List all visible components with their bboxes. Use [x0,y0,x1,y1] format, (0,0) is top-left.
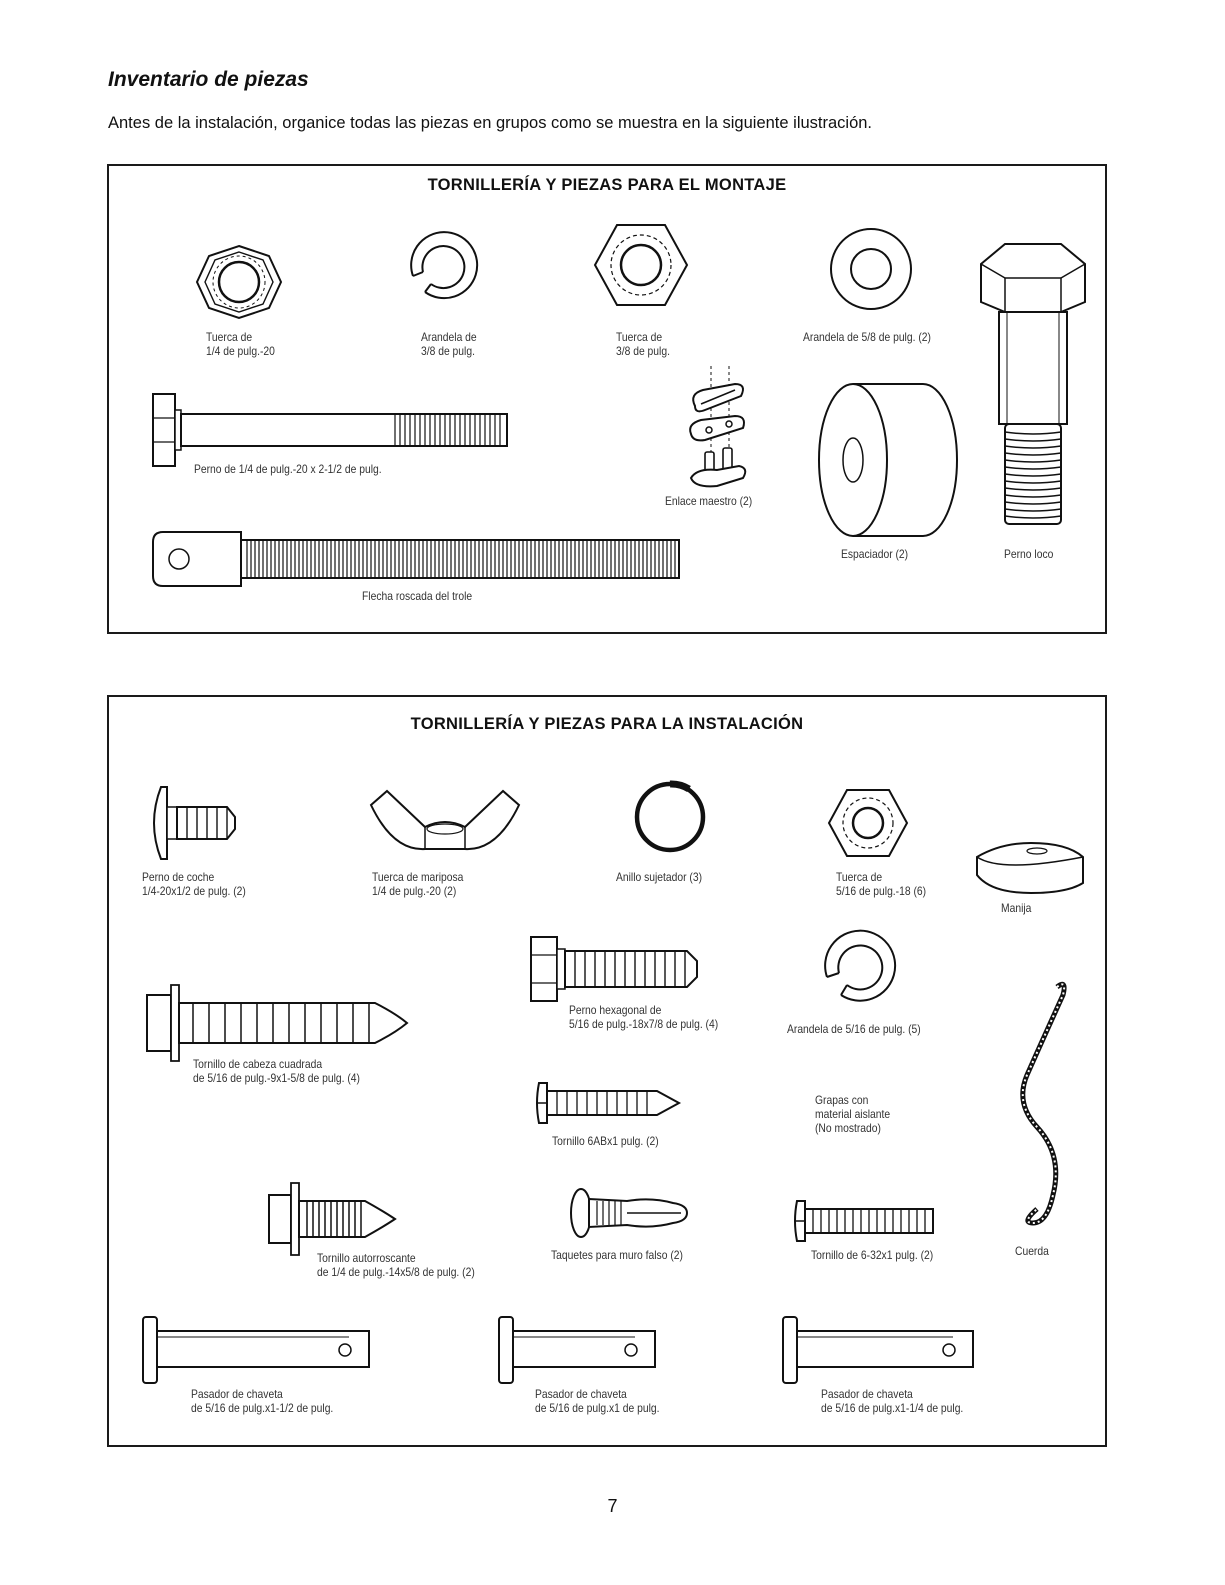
bolt-quarter-label: Perno de 1/4 de pulg.-20 x 2-1/2 de pulg. [194,462,382,476]
screw-6ab-icon [533,1077,683,1129]
screw-6ab-label: Tornillo 6ABx1 pulg. (2) [552,1134,659,1148]
wing-nut-label: Tuerca de mariposa 1/4 de pulg.-20 (2) [372,870,464,898]
clevis-pin-long-icon [139,1313,375,1387]
screw-632-label: Tornillo de 6-32x1 pulg. (2) [811,1248,934,1262]
master-link-label: Enlace maestro (2) [665,494,753,508]
nut-38-label: Tuerca de 3/8 de pulg. [616,330,670,358]
clevis-pin-short-icon [495,1313,661,1387]
lag-screw-label: Tornillo de cabeza cuadrada de 5/16 de pulg.-9x1-5/8 de pulg. (4) [193,1057,360,1085]
clevis-pin-2-label: Pasador de chaveta de 5/16 de pulg.x1 de pulg. [535,1387,660,1415]
carriage-bolt-label: Perno de coche 1/4-20x1/2 de pulg. (2) [142,870,246,898]
hex-bolt-label: Perno hexagonal de 5/16 de pulg.-18x7/8 de pulg. (4) [569,1003,719,1031]
spacer-icon [813,380,959,540]
screw-632-icon [791,1197,941,1245]
master-link-icon [681,362,753,496]
self-tapping-label: Tornillo autorroscante de 1/4 de pulg.-14x5/8 de pulg. (2) [317,1251,475,1279]
trolley-shaft-label: Flecha roscada del trole [362,589,473,603]
page-number: 7 [607,1496,618,1516]
retaining-ring-label: Anillo sujetador (3) [616,870,703,884]
lag-screw-icon [143,981,413,1065]
nut-quarter-label: Tuerca de 1/4 de pulg.-20 [206,330,275,358]
lock-washer-38-label: Arandela de 3/8 de pulg. [421,330,477,358]
lock-washer-516-label: Arandela de 5/16 de pulg. (5) [787,1022,921,1036]
washer-58-label: Arandela de 5/8 de pulg. (2) [803,330,931,344]
page-title: Inventario de piezas [108,68,309,91]
mounting-panel-title: TORNILLERÍA Y PIEZAS PARA EL MONTAJE [427,176,787,194]
retaining-ring-icon [631,775,709,857]
hex-nut-icon [593,222,689,308]
drywall-anchor-icon [567,1185,697,1241]
staples-label: Grapas con material aislante (No mostrado) [815,1093,891,1135]
clevis-pin-1-label: Pasador de chaveta de 5/16 de pulg.x1-1/2 de pulg. [191,1387,334,1415]
carriage-bolt-icon [143,783,243,863]
rope-label: Cuerda [1015,1244,1049,1258]
mounting-hardware-panel [107,164,1107,634]
hex-head-bolt-icon [527,933,707,1005]
wing-nut-icon [367,787,523,857]
spacer-label: Espaciador (2) [841,547,909,561]
idler-bolt-label: Perno loco [1004,547,1054,561]
hex-nut-516-icon [827,787,909,859]
clevis-pin-3-label: Pasador de chaveta de 5/16 de pulg.x1-1/4 de pulg. [821,1387,964,1415]
lock-washer-516-icon [817,925,899,1007]
hex-bolt-quarter-icon [149,388,519,472]
idler-bolt-icon [977,240,1089,540]
installation-hardware-panel [107,695,1107,1447]
lock-washer-icon [401,226,479,304]
rope-icon [1013,979,1073,1235]
clevis-pin-medium-icon [779,1313,979,1387]
keps-nut-icon [193,242,285,322]
self-tapping-screw-icon [265,1177,405,1261]
intro-text: Antes de la instalación, organice todas las piezas en grupos como se muestra en la siguiente ilustración. [108,114,873,132]
handle-icon [971,839,1091,897]
handle-label: Manija [1001,901,1032,915]
trolley-threaded-shaft-icon [149,528,689,590]
nut-516-label: Tuerca de 5/16 de pulg.-18 (6) [836,870,927,898]
installation-panel-title: TORNILLERÍA Y PIEZAS PARA LA INSTALACIÓN [410,715,804,733]
flat-washer-icon [827,226,915,312]
drywall-anchors-label: Taquetes para muro falso (2) [551,1248,683,1262]
